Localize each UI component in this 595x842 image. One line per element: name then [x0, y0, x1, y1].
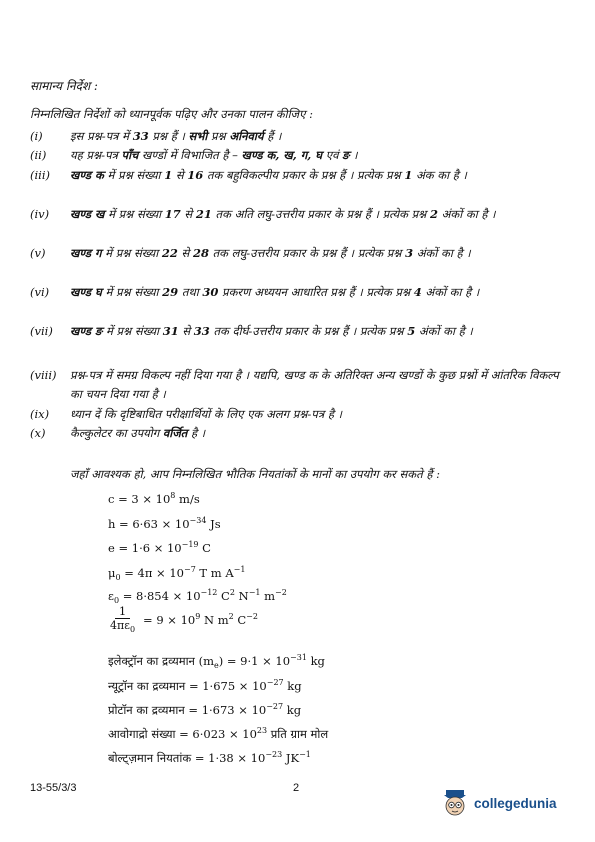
constant-line: $c = 3 \times 10^8$ m/s — [108, 491, 200, 506]
coulomb-constant — [108, 604, 258, 634]
instruction-text: कैल्कुलेटर का उपयोग वर्जित है । — [70, 426, 206, 440]
fraction-numerator: 1 — [115, 604, 130, 619]
constant-line: बोल्ट्ज़मान नियतांक = $1\cdot 38 \times 10^{-23}$ $JK^{-1}$ — [108, 750, 311, 765]
constant-line: प्रोटॉन का द्रव्यमान = $1\cdot 673 \times 10^{-27}$ kg — [108, 702, 302, 717]
constant-line: $e = 1\cdot 6 \times 10^{-19}$ C — [108, 540, 211, 555]
instruction-item — [30, 424, 570, 443]
constant-line: $\mu_0 = 4\pi \times 10^{-7}$ T m $A^{-1}$ — [108, 565, 246, 582]
constants-intro: जहाँ आवश्यक हो, आप निम्नलिखित भौतिक नियतांकों के मानों का उपयोग कर सकते हैं : — [70, 467, 440, 481]
instruction-text: खण्ड क में प्रश्न संख्या 1 से 16 तक बहुविकल्पीय प्रकार के प्रश्न हैं । प्रत्येक प्रश्न 1 अंक का है । — [70, 168, 467, 182]
paper-code: 13-55/3/3 — [30, 782, 77, 794]
constant-line: इलेक्ट्रॉन का द्रव्यमान $(m_e) = 9\cdot 1 \times 10^{-31}$ kg — [108, 653, 325, 670]
instruction-number: (vii) — [30, 324, 53, 338]
instruction-item — [30, 166, 570, 185]
instruction-text: प्रश्न-पत्र में समग्र विकल्प नहीं दिया गया है । यद्यपि, खण्ड क के अतिरिक्त अन्य खण्डों के कुछ प्रश्नों में आंतरिक विकल्प का चयन दिया गया है । — [70, 368, 559, 401]
instruction-item — [30, 322, 570, 341]
instruction-number: (ix) — [30, 407, 50, 421]
constant-line: न्यूट्रॉन का द्रव्यमान = $1\cdot 675 \times 10^{-27}$ kg — [108, 678, 302, 693]
instruction-item — [30, 366, 570, 404]
mascot-icon — [440, 788, 470, 818]
fraction — [108, 604, 137, 634]
instructions-intro: निम्नलिखित निर्देशों को ध्यानपूर्वक पढ़िए और उनका पालन कीजिए : — [30, 107, 313, 121]
page-heading: सामान्य निर्देश : — [30, 79, 98, 93]
instruction-number: (vi) — [30, 285, 50, 299]
constant-line: $h = 6\cdot 63 \times 10^{-34}$ Js — [108, 516, 221, 531]
instruction-number: (iv) — [30, 207, 50, 221]
constant-line: $\varepsilon_0 = 8\cdot 854 \times 10^{-12}$ $C^2$ $N^{-1}$ $m^{-2}$ — [108, 588, 287, 605]
instruction-text: इस प्रश्न-पत्र में 33 प्रश्न हैं । सभी प्रश्न अनिवार्य हैं । — [70, 129, 282, 143]
instruction-text: ध्यान दें कि दृष्टिबाधित परीक्षार्थियों के लिए एक अलग प्रश्न-पत्र है । — [70, 407, 342, 421]
brand-logo — [440, 788, 557, 818]
instruction-text: यह प्रश्न-पत्र पाँच खण्डों में विभाजित है – खण्ड क, ख, ग, घ एवं ङ । — [70, 148, 358, 162]
instruction-number: (i) — [30, 129, 43, 143]
instruction-number: (x) — [30, 426, 46, 440]
instruction-number: (viii) — [30, 368, 57, 382]
instruction-item — [30, 405, 570, 424]
instruction-text: खण्ड घ में प्रश्न संख्या 29 तथा 30 प्रकरण अध्ययन आधारित प्रश्न हैं । प्रत्येक प्रश्न 4 अंकों का है । — [70, 285, 480, 299]
fraction-rhs: = $9 \times 10^9$ N $m^2$ $C^{-2}$ — [143, 611, 258, 627]
page-number: 2 — [293, 782, 300, 794]
instruction-text: खण्ड ग में प्रश्न संख्या 22 से 28 तक लघु-उत्तरीय प्रकार के प्रश्न हैं । प्रत्येक प्रश्न 3 अंकों का है । — [70, 246, 471, 260]
fraction-denominator: $4\pi\varepsilon_0$ — [110, 619, 136, 634]
instruction-text: खण्ड ङ में प्रश्न संख्या 31 से 33 तक दीर्घ-उत्तरीय प्रकार के प्रश्न हैं । प्रत्येक प्रश्न 5 अंकों का है । — [70, 324, 473, 338]
instruction-number: (iii) — [30, 168, 51, 182]
instruction-number: (v) — [30, 246, 46, 260]
instruction-text: खण्ड ख में प्रश्न संख्या 17 से 21 तक अति लघु-उत्तरीय प्रकार के प्रश्न हैं । प्रत्येक प्रश्न 2 अंकों का है । — [70, 207, 496, 221]
brand-name: collegedunia — [474, 795, 557, 811]
instruction-item — [30, 283, 570, 302]
constant-line: आवोगाद्रो संख्या = $6\cdot 023 \times 10^{23}$ प्रति ग्राम मोल — [108, 726, 329, 741]
instruction-item — [30, 127, 570, 146]
instruction-item — [30, 244, 570, 263]
instruction-number: (ii) — [30, 148, 47, 162]
instruction-item — [30, 146, 570, 165]
instruction-item — [30, 205, 570, 224]
